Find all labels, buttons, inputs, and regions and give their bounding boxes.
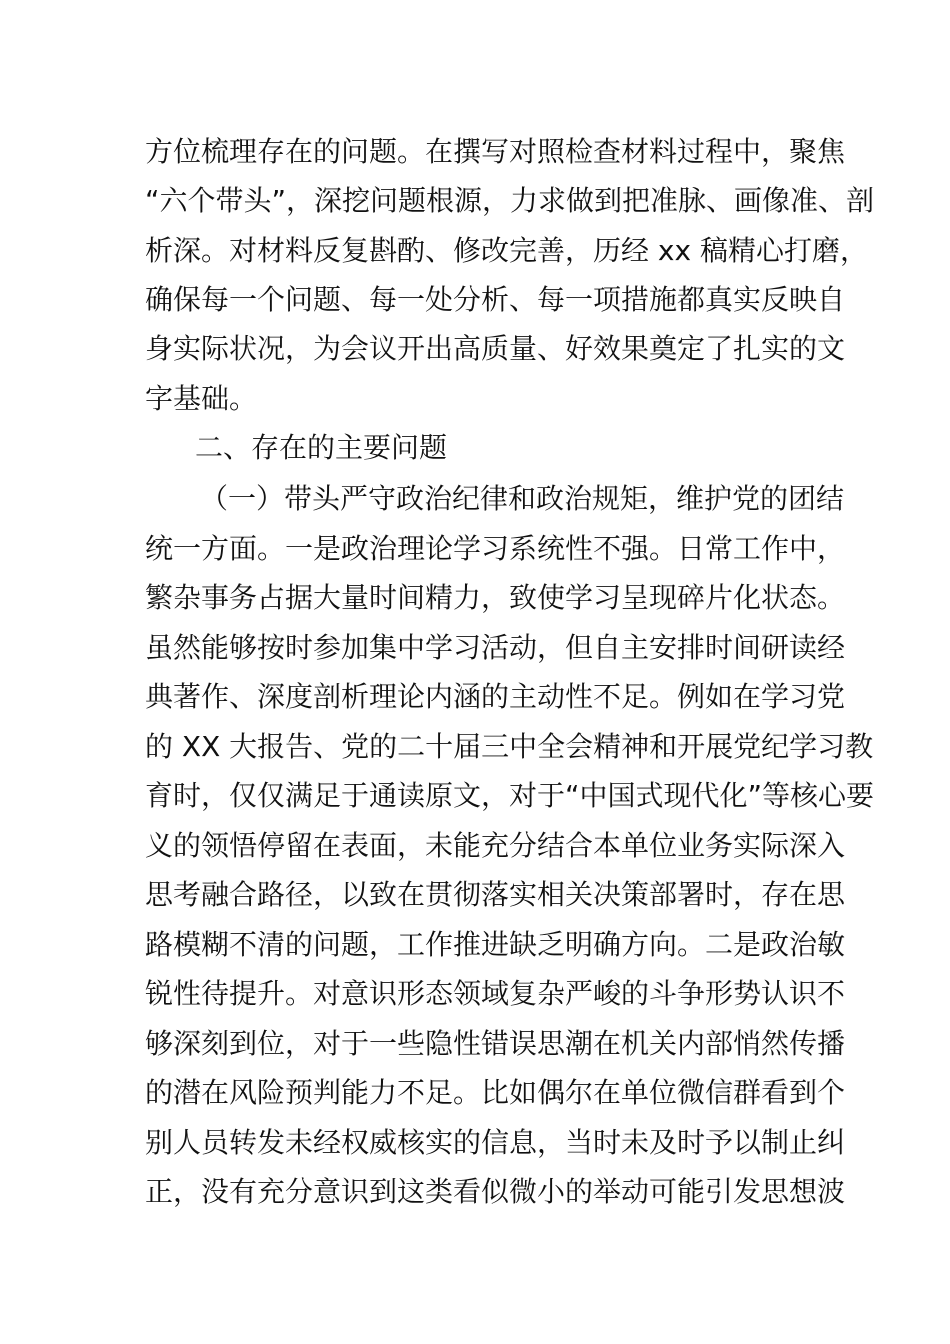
text-line: 典著作、深度剖析理论内涵的主动性不足。例如在学习党 [145, 680, 846, 713]
text-line: “六个带头”，深挖问题根源，力求做到把准脉、画像准、剖 [145, 184, 875, 217]
text-line: 确保每一个问题、每一处分析、每一项措施都真实反映自 [145, 283, 846, 316]
text-line: 身实际状况，为会议开出高质量、好效果奠定了扎实的文 [145, 332, 846, 365]
text-line: 析深。对材料反复斟酌、修改完善，历经 xx 稿精心打磨， [145, 234, 868, 267]
text-line: 繁杂事务占据大量时间精力，致使学习呈现碎片化状态。 [145, 581, 846, 614]
text-line: 锐性待提升。对意识形态领域复杂严峻的斗争形势认识不 [145, 977, 846, 1010]
text-line: 的 XX 大报告、党的二十届三中全会精神和开展党纪学习教 [145, 730, 874, 763]
text-line: 够深刻到位，对于一些隐性错误思潮在机关内部悄然传播 [145, 1027, 846, 1060]
text-line: 育时，仅仅满足于通读原文，对于“中国式现代化”等核心要 [145, 779, 875, 812]
text-line: 的潜在风险预判能力不足。比如偶尔在单位微信群看到个 [145, 1076, 846, 1109]
text-line: 思考融合路径，以致在贯彻落实相关决策部署时，存在思 [145, 878, 846, 911]
text-line: 义的领悟停留在表面，未能充分结合本单位业务实际深入 [145, 829, 846, 862]
subsection-heading: （一）带头严守政治纪律和政治规矩，维护党的团结 [200, 482, 845, 515]
text-line: 字基础。 [145, 382, 258, 415]
text-line: 正，没有充分意识到这类看似微小的举动可能引发思想波 [145, 1175, 846, 1208]
text-line: 路模糊不清的问题，工作推进缺乏明确方向。二是政治敏 [145, 928, 846, 961]
section-heading: 二、存在的主要问题 [195, 431, 448, 464]
text-line: 方位梳理存在的问题。在撰写对照检查材料过程中，聚焦 [145, 135, 846, 168]
text-line: 统一方面。一是政治理论学习系统性不强。日常工作中， [145, 532, 846, 565]
text-line: 虽然能够按时参加集中学习活动，但自主安排时间研读经 [145, 631, 846, 664]
text-line: 别人员转发未经权威核实的信息，当时未及时予以制止纠 [145, 1126, 846, 1159]
